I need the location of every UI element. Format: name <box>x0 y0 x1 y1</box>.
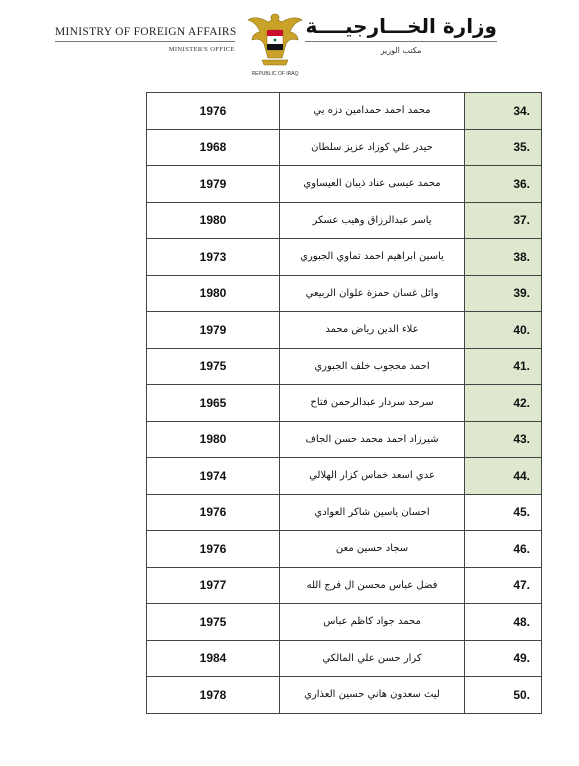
table-row <box>147 604 542 641</box>
row-number-cell: 46. <box>465 531 542 568</box>
birth-year-cell: 1978 <box>147 677 280 714</box>
table-row <box>147 275 542 312</box>
ministry-english-header <box>55 26 235 53</box>
row-number-cell: 45. <box>465 494 542 531</box>
birth-year-cell: 1975 <box>147 348 280 385</box>
row-number-cell: 38. <box>465 239 542 276</box>
birth-year-cell: 1977 <box>147 567 280 604</box>
full-name-cell: محمد احمد حمدامين دزه يي <box>280 93 465 130</box>
row-number-cell: 37. <box>465 202 542 239</box>
birth-year-cell: 1965 <box>147 385 280 422</box>
full-name-cell: احمد محجوب خلف الجبوري <box>280 348 465 385</box>
table-row <box>147 567 542 604</box>
row-number-cell: 47. <box>465 567 542 604</box>
row-number-cell: 35. <box>465 129 542 166</box>
full-name-cell: علاء الدين رياض محمد <box>280 312 465 349</box>
table-row <box>147 93 542 130</box>
full-name-cell: محمد جواد كاظم عباس <box>280 604 465 641</box>
full-name-cell: سرحد سردار عبدالرحمن فتاح <box>280 385 465 422</box>
ministry-english-title: MINISTRY OF FOREIGN AFFAIRS <box>55 26 237 38</box>
full-name-cell: سجاد حسين معن <box>280 531 465 568</box>
full-name-cell: شيرزاد احمد محمد حسن الجاف <box>280 421 465 458</box>
birth-year-cell: 1975 <box>147 604 280 641</box>
birth-year-cell: 1980 <box>147 202 280 239</box>
birth-year-cell: 1976 <box>147 93 280 130</box>
row-number-cell: 42. <box>465 385 542 422</box>
full-name-cell: كرار حسن علي المالكي <box>280 640 465 677</box>
birth-year-cell: 1973 <box>147 239 280 276</box>
table-row <box>147 166 542 203</box>
table-row <box>147 129 542 166</box>
full-name-cell: ياسر عبدالرزاق وهيب عسكر <box>280 202 465 239</box>
full-name-cell: عدي اسعد خماس كزار الهلالي <box>280 458 465 495</box>
row-number-cell: 44. <box>465 458 542 495</box>
row-number-cell: 50. <box>465 677 542 714</box>
birth-year-cell: 1979 <box>147 166 280 203</box>
personnel-table <box>146 92 542 714</box>
table-row <box>147 385 542 422</box>
ministry-english-subtitle: MINISTER'S OFFICE <box>168 46 235 53</box>
birth-year-cell: 1980 <box>147 275 280 312</box>
table-row <box>147 531 542 568</box>
header-rule-left <box>55 41 235 42</box>
birth-year-cell: 1979 <box>147 312 280 349</box>
birth-year-cell: 1984 <box>147 640 280 677</box>
full-name-cell: حيدر علي كوزاد عزيز سلطان <box>280 129 465 166</box>
iraq-eagle-emblem-icon <box>244 8 306 80</box>
table-row <box>147 458 542 495</box>
row-number-cell: 36. <box>465 166 542 203</box>
birth-year-cell: 1974 <box>147 458 280 495</box>
full-name-cell: وائل غسان حمزة علوان الربيعي <box>280 275 465 312</box>
full-name-cell: فضل عباس محسن ال فرج الله <box>280 567 465 604</box>
ministry-arabic-header <box>305 16 497 55</box>
table-row <box>147 348 542 385</box>
full-name-cell: ليث سعدون هاني حسين العذاري <box>280 677 465 714</box>
birth-year-cell: 1976 <box>147 494 280 531</box>
row-number-cell: 34. <box>465 93 542 130</box>
row-number-cell: 41. <box>465 348 542 385</box>
row-number-cell: 39. <box>465 275 542 312</box>
birth-year-cell: 1980 <box>147 421 280 458</box>
row-number-cell: 49. <box>465 640 542 677</box>
ministry-arabic-subtitle: مكتب الوزير <box>380 46 422 55</box>
table-row <box>147 494 542 531</box>
table-row <box>147 239 542 276</box>
row-number-cell: 48. <box>465 604 542 641</box>
birth-year-cell: 1968 <box>147 129 280 166</box>
table-row <box>147 202 542 239</box>
emblem-caption: REPUBLIC OF IRAQ <box>251 71 299 77</box>
ministry-arabic-title: وزارة الخـــارجيــــة <box>305 14 497 38</box>
row-number-cell: 43. <box>465 421 542 458</box>
row-number-cell: 40. <box>465 312 542 349</box>
table-row <box>147 421 542 458</box>
birth-year-cell: 1976 <box>147 531 280 568</box>
header-rule-right <box>305 41 497 42</box>
table-row <box>147 312 542 349</box>
full-name-cell: محمد عيسى عناد ذيبان العيساوي <box>280 166 465 203</box>
full-name-cell: احسان ياسين شاكر العوادي <box>280 494 465 531</box>
personnel-table-body <box>147 93 542 714</box>
table-row <box>147 677 542 714</box>
full-name-cell: ياسين ابراهيم احمد تماوي الجبوري <box>280 239 465 276</box>
table-row <box>147 640 542 677</box>
